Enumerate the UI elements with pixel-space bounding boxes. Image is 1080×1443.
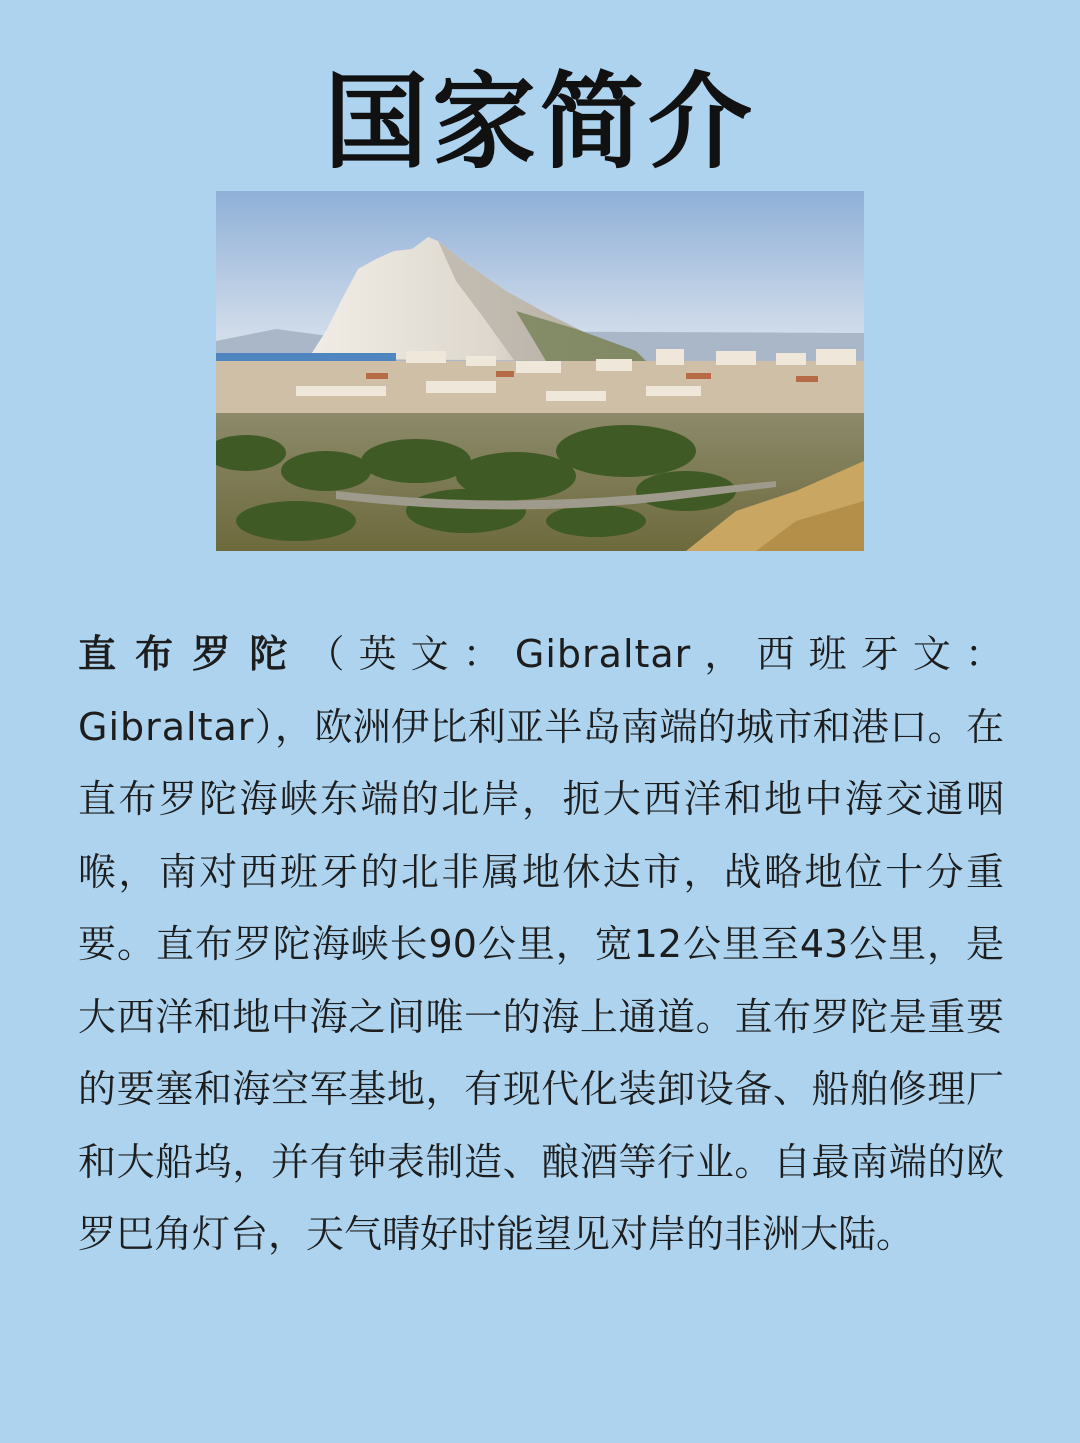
article-paren-text: （英文：Gibraltar，西班牙文：Gibraltar）， [78, 632, 1004, 749]
article-paragraph [78, 618, 1004, 1271]
article-lead-term: 直布罗陀 [78, 632, 307, 676]
gibraltar-photo [216, 191, 864, 551]
article-body-text: 欧洲伊比利亚半岛南端的城市和港口。在直布罗陀海峡东端的北岸，扼大西洋和地中海交通咽喉，南对西班牙的北非属地休达市，战略地位十分重要。直布罗陀海峡长90公里，宽12公里至43公里，是大西洋和地中海之间唯一的海上通道。直布罗陀是重要的要塞和海空军基地，有现代化装卸设备、船舶修理厂和大船坞，并有钟表制造、酿酒等行业。自最南端的欧罗巴角灯台，天气晴好时能望见对岸的非洲大陆。 [78, 704, 1004, 1256]
page-title: 国家简介 [323, 61, 756, 183]
